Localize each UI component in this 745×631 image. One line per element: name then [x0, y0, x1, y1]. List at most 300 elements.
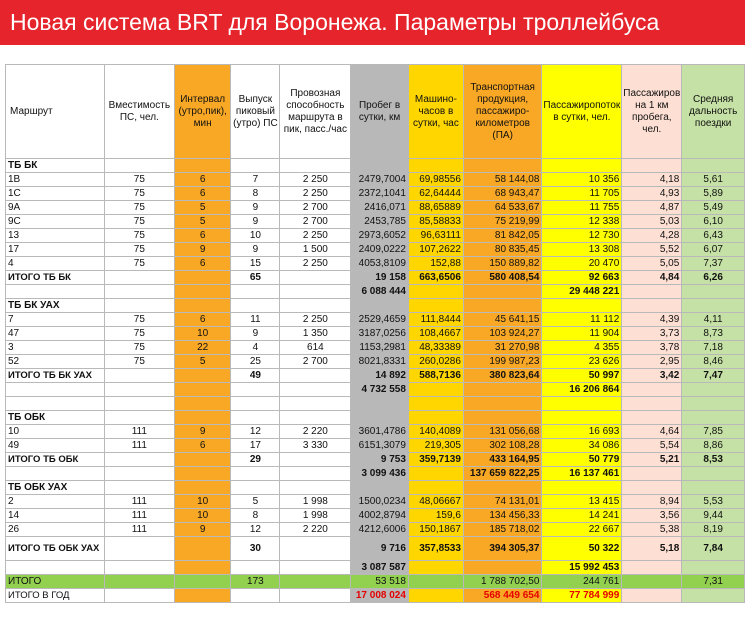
table-cell: 75: [104, 341, 174, 355]
table-cell: [622, 285, 682, 299]
table-cell: 663,6506: [408, 271, 463, 285]
table-cell: 5,61: [682, 173, 745, 187]
table-cell: 9С: [6, 215, 105, 229]
table-cell: [231, 561, 280, 575]
table-cell: 75: [104, 327, 174, 341]
table-cell: 15 992 453: [542, 561, 622, 575]
table-cell: [174, 467, 230, 481]
table-cell: 75 219,99: [463, 215, 542, 229]
table-cell: 4212,6006: [351, 523, 409, 537]
table-cell: 11 904: [542, 327, 622, 341]
table-cell: 2372,1041: [351, 187, 409, 201]
table-row: [6, 341, 745, 355]
table-cell: ИТОГО ТБ БК УАХ: [6, 369, 105, 383]
table-cell: 8,94: [622, 495, 682, 509]
table-cell: 4: [6, 257, 105, 271]
table-cell: 8: [231, 509, 280, 523]
table-cell: ИТОГО: [6, 575, 105, 589]
table-cell: 45 641,15: [463, 313, 542, 327]
table-cell: [174, 561, 230, 575]
table-cell: [280, 411, 351, 425]
table-row: [6, 355, 745, 369]
table-cell: 2409,0222: [351, 243, 409, 257]
table-cell: 25: [231, 355, 280, 369]
table-cell: 5,18: [622, 537, 682, 561]
table-cell: [463, 481, 542, 495]
table-cell: [174, 299, 230, 313]
table-cell: 199 987,23: [463, 355, 542, 369]
table-cell: 81 842,05: [463, 229, 542, 243]
table-cell: 2 250: [280, 229, 351, 243]
table-cell: 13 415: [542, 495, 622, 509]
table-cell: 219,305: [408, 439, 463, 453]
table-cell: 69,98556: [408, 173, 463, 187]
table-cell: [104, 397, 174, 411]
header-cell: Маршрут: [6, 65, 105, 159]
table-cell: 7: [6, 313, 105, 327]
table-cell: 6: [174, 173, 230, 187]
table-cell: 15: [231, 257, 280, 271]
table-cell: [6, 285, 105, 299]
table-cell: 9: [231, 243, 280, 257]
table-cell: [174, 397, 230, 411]
table-cell: [408, 589, 463, 603]
table-cell: [408, 299, 463, 313]
table-cell: 2479,7004: [351, 173, 409, 187]
table-cell: 53 518: [351, 575, 409, 589]
page-title: Новая система BRT для Воронежа. Параметры троллейбуса: [0, 0, 745, 45]
table-cell: [280, 537, 351, 561]
table-cell: 10: [174, 509, 230, 523]
table-cell: 5,53: [682, 495, 745, 509]
header-cell: Вместимость ПС, чел.: [104, 65, 174, 159]
table-cell: 5,21: [622, 453, 682, 467]
header-cell: Машино-часов в сутки, час: [408, 65, 463, 159]
table-row: [6, 313, 745, 327]
table-cell: 13: [6, 229, 105, 243]
table-cell: ТБ БК УАХ: [6, 299, 105, 313]
table-cell: 111: [104, 523, 174, 537]
table-cell: 433 164,95: [463, 453, 542, 467]
table-cell: 10: [6, 425, 105, 439]
table-cell: 1153,2981: [351, 341, 409, 355]
table-row: [6, 411, 745, 425]
table-cell: 3 087 587: [351, 561, 409, 575]
table-cell: [174, 271, 230, 285]
table-cell: 5,52: [622, 243, 682, 257]
table-cell: 4 355: [542, 341, 622, 355]
table-cell: 34 086: [542, 439, 622, 453]
table-cell: [408, 383, 463, 397]
table-cell: [174, 589, 230, 603]
table-row: [6, 299, 745, 313]
table-cell: [280, 285, 351, 299]
table-cell: 7: [231, 173, 280, 187]
table-cell: 3 330: [280, 439, 351, 453]
table-cell: 357,8533: [408, 537, 463, 561]
table-cell: 16 693: [542, 425, 622, 439]
table-cell: 1 998: [280, 509, 351, 523]
table-cell: [408, 467, 463, 481]
table-cell: 6: [174, 313, 230, 327]
table-cell: 244 761: [542, 575, 622, 589]
table-cell: 17: [231, 439, 280, 453]
table-cell: [231, 299, 280, 313]
table-cell: 75: [104, 229, 174, 243]
table-cell: 4,87: [622, 201, 682, 215]
table-cell: [682, 467, 745, 481]
table-cell: [682, 411, 745, 425]
table-cell: 4,93: [622, 187, 682, 201]
table-cell: 10: [174, 495, 230, 509]
table-cell: 75: [104, 201, 174, 215]
table-cell: 5,03: [622, 215, 682, 229]
header-cell: Провозная способность маршрута в пик, пасс./час: [280, 65, 351, 159]
table-cell: 5: [174, 215, 230, 229]
table-cell: [6, 467, 105, 481]
table-row: [6, 369, 745, 383]
table-cell: [174, 453, 230, 467]
table-cell: 8: [231, 187, 280, 201]
table-cell: [463, 397, 542, 411]
table-cell: 9: [174, 243, 230, 257]
table-cell: 9: [174, 425, 230, 439]
table-cell: 4,18: [622, 173, 682, 187]
header-row: [6, 65, 745, 159]
table-cell: [104, 561, 174, 575]
table-cell: [622, 575, 682, 589]
header-cell: Выпуск пиковый (утро) ПС: [231, 65, 280, 159]
table-row: [6, 229, 745, 243]
table-cell: [280, 453, 351, 467]
table-cell: 260,0286: [408, 355, 463, 369]
table-cell: 2 700: [280, 201, 351, 215]
table-row: [6, 285, 745, 299]
header-cell: Пассажиров на 1 км пробега, чел.: [622, 65, 682, 159]
table-cell: 108,4667: [408, 327, 463, 341]
table-cell: 137 659 822,25: [463, 467, 542, 481]
table-cell: 7,47: [682, 369, 745, 383]
table-cell: [280, 589, 351, 603]
table-cell: [6, 397, 105, 411]
table-cell: 49: [6, 439, 105, 453]
table-cell: 9: [231, 327, 280, 341]
table-cell: 47: [6, 327, 105, 341]
table-cell: 568 449 654: [463, 589, 542, 603]
table-cell: [622, 561, 682, 575]
table-cell: 9,44: [682, 509, 745, 523]
table-row: [6, 271, 745, 285]
table-cell: [682, 299, 745, 313]
table-cell: [408, 397, 463, 411]
table-cell: 5: [174, 201, 230, 215]
table-row: [6, 467, 745, 481]
table-cell: 29: [231, 453, 280, 467]
table-cell: 140,4089: [408, 425, 463, 439]
table-cell: [463, 299, 542, 313]
table-cell: 16 137 461: [542, 467, 622, 481]
table-cell: [542, 411, 622, 425]
table-cell: 3,42: [622, 369, 682, 383]
table-cell: 50 779: [542, 453, 622, 467]
table-cell: [231, 481, 280, 495]
table-cell: 22 667: [542, 523, 622, 537]
table-cell: 380 823,64: [463, 369, 542, 383]
table-cell: [622, 589, 682, 603]
table-cell: [622, 467, 682, 481]
table-cell: 2 220: [280, 523, 351, 537]
table-cell: 6,43: [682, 229, 745, 243]
table-cell: 152,88: [408, 257, 463, 271]
table-row: [6, 187, 745, 201]
table-cell: [280, 575, 351, 589]
table-row: [6, 215, 745, 229]
table-cell: [104, 467, 174, 481]
table-cell: 4002,8794: [351, 509, 409, 523]
table-cell: 65: [231, 271, 280, 285]
table-cell: [174, 383, 230, 397]
table-cell: [231, 589, 280, 603]
table-cell: 111: [104, 425, 174, 439]
table-cell: [174, 481, 230, 495]
table-cell: [104, 537, 174, 561]
table-cell: 2 700: [280, 355, 351, 369]
table-cell: 150 889,82: [463, 257, 542, 271]
table-cell: 14: [6, 509, 105, 523]
table-cell: 12 338: [542, 215, 622, 229]
table-cell: ТБ БК: [6, 159, 105, 173]
header-cell: Средняя дальность поездки: [682, 65, 745, 159]
table-cell: 5,54: [622, 439, 682, 453]
table-cell: [682, 561, 745, 575]
table-cell: 150,1867: [408, 523, 463, 537]
table-cell: 4,64: [622, 425, 682, 439]
table-cell: 1 998: [280, 495, 351, 509]
table-cell: 5,49: [682, 201, 745, 215]
table-cell: 48,33389: [408, 341, 463, 355]
table-cell: 68 943,47: [463, 187, 542, 201]
table-cell: [682, 285, 745, 299]
table-cell: 75: [104, 243, 174, 257]
table-cell: [542, 397, 622, 411]
table-cell: [463, 411, 542, 425]
table-cell: [682, 481, 745, 495]
table-cell: 394 305,37: [463, 537, 542, 561]
table-cell: [231, 411, 280, 425]
table-cell: 11 755: [542, 201, 622, 215]
table-cell: 14 241: [542, 509, 622, 523]
table-cell: 302 108,28: [463, 439, 542, 453]
table-cell: 1В: [6, 173, 105, 187]
header-cell: Пробег в сутки, км: [351, 65, 409, 159]
table-cell: 85,58833: [408, 215, 463, 229]
table-cell: 131 056,68: [463, 425, 542, 439]
table-cell: [174, 369, 230, 383]
table-cell: 74 131,01: [463, 495, 542, 509]
table-cell: 3,73: [622, 327, 682, 341]
trolleybus-parameters-table: [5, 64, 745, 603]
table-cell: 5,38: [622, 523, 682, 537]
table-cell: 30: [231, 537, 280, 561]
table-row: [6, 495, 745, 509]
table-cell: 8,86: [682, 439, 745, 453]
table-cell: 580 408,54: [463, 271, 542, 285]
table-cell: 3,78: [622, 341, 682, 355]
table-row: [6, 327, 745, 341]
table-cell: [174, 285, 230, 299]
table-cell: 9: [174, 523, 230, 537]
table-cell: 5,05: [622, 257, 682, 271]
table-cell: [104, 271, 174, 285]
table-cell: [231, 397, 280, 411]
table-cell: 4,39: [622, 313, 682, 327]
table-cell: 2,95: [622, 355, 682, 369]
table-cell: 75: [104, 355, 174, 369]
table-cell: [463, 285, 542, 299]
table-cell: [622, 411, 682, 425]
table-row: [6, 509, 745, 523]
table-cell: [351, 411, 409, 425]
table-cell: [622, 383, 682, 397]
table-cell: 75: [104, 215, 174, 229]
table-cell: 359,7139: [408, 453, 463, 467]
table-cell: [542, 299, 622, 313]
table-cell: [104, 481, 174, 495]
table-cell: 11 112: [542, 313, 622, 327]
table-cell: ТБ ОБК: [6, 411, 105, 425]
table-cell: 2453,785: [351, 215, 409, 229]
table-cell: 49: [231, 369, 280, 383]
table-cell: 3601,4786: [351, 425, 409, 439]
table-cell: 2416,071: [351, 201, 409, 215]
table-cell: [463, 561, 542, 575]
table-cell: 50 997: [542, 369, 622, 383]
table-row: [6, 383, 745, 397]
table-cell: 3: [6, 341, 105, 355]
table-cell: 26: [6, 523, 105, 537]
table-cell: [231, 285, 280, 299]
table-cell: 6 088 444: [351, 285, 409, 299]
table-row: [6, 159, 745, 173]
table-cell: 17: [6, 243, 105, 257]
table-cell: 12: [231, 425, 280, 439]
table-cell: 48,06667: [408, 495, 463, 509]
table-cell: [682, 159, 745, 173]
table-cell: [622, 159, 682, 173]
table-cell: 58 144,08: [463, 173, 542, 187]
table-cell: 8,19: [682, 523, 745, 537]
table-cell: 50 322: [542, 537, 622, 561]
table-cell: [6, 383, 105, 397]
table-cell: 614: [280, 341, 351, 355]
table-cell: [280, 481, 351, 495]
table-cell: ИТОГО ТБ БК: [6, 271, 105, 285]
table-cell: 92 663: [542, 271, 622, 285]
table-cell: [280, 383, 351, 397]
table-cell: 12: [231, 523, 280, 537]
table-cell: [280, 369, 351, 383]
table-cell: [104, 285, 174, 299]
table-cell: [408, 159, 463, 173]
table-row: [6, 575, 745, 589]
table-cell: 3,56: [622, 509, 682, 523]
table-cell: [280, 561, 351, 575]
table-cell: [542, 481, 622, 495]
header-cell: Пассажиропоток в сутки, чел.: [542, 65, 622, 159]
table-cell: 2529,4659: [351, 313, 409, 327]
table-body: [6, 159, 745, 603]
table-cell: 2 700: [280, 215, 351, 229]
table-cell: [231, 467, 280, 481]
table-cell: [104, 453, 174, 467]
table-cell: 7,37: [682, 257, 745, 271]
table-cell: 2 250: [280, 173, 351, 187]
table-cell: 134 456,33: [463, 509, 542, 523]
table-cell: 1С: [6, 187, 105, 201]
table-cell: 159,6: [408, 509, 463, 523]
table-cell: 9А: [6, 201, 105, 215]
table-cell: 185 718,02: [463, 523, 542, 537]
table-cell: 6,10: [682, 215, 745, 229]
table-cell: 11 705: [542, 187, 622, 201]
table-cell: 7,85: [682, 425, 745, 439]
table-cell: 111: [104, 509, 174, 523]
table-cell: 6: [174, 229, 230, 243]
table-cell: 10: [231, 229, 280, 243]
table-row: [6, 561, 745, 575]
table-cell: 2: [6, 495, 105, 509]
table-cell: [408, 481, 463, 495]
table-row: [6, 425, 745, 439]
table-cell: 96,63111: [408, 229, 463, 243]
table-cell: [408, 561, 463, 575]
table-cell: 10 356: [542, 173, 622, 187]
table-row: [6, 439, 745, 453]
table-cell: 8021,8331: [351, 355, 409, 369]
table-cell: 13 308: [542, 243, 622, 257]
table-cell: 75: [104, 313, 174, 327]
table-cell: 4,11: [682, 313, 745, 327]
table-cell: 4 732 558: [351, 383, 409, 397]
table-cell: 103 924,27: [463, 327, 542, 341]
table-cell: 8,73: [682, 327, 745, 341]
table-cell: [542, 159, 622, 173]
table-cell: 111,8444: [408, 313, 463, 327]
table-cell: 588,7136: [408, 369, 463, 383]
table-cell: 7,31: [682, 575, 745, 589]
table-cell: 4,28: [622, 229, 682, 243]
table-cell: [104, 299, 174, 313]
table-cell: 31 270,98: [463, 341, 542, 355]
table-cell: [231, 159, 280, 173]
table-cell: [174, 411, 230, 425]
table-cell: [408, 575, 463, 589]
table-cell: 6: [174, 257, 230, 271]
table-row: [6, 481, 745, 495]
table-cell: 4: [231, 341, 280, 355]
table-cell: 2973,6052: [351, 229, 409, 243]
table-cell: 64 533,67: [463, 201, 542, 215]
table-cell: 5: [231, 495, 280, 509]
table-cell: [351, 299, 409, 313]
table-cell: 23 626: [542, 355, 622, 369]
table-cell: 8,46: [682, 355, 745, 369]
table-cell: 12 730: [542, 229, 622, 243]
table-cell: 80 835,45: [463, 243, 542, 257]
table-cell: [280, 467, 351, 481]
table-cell: 111: [104, 439, 174, 453]
table-cell: 2 250: [280, 187, 351, 201]
